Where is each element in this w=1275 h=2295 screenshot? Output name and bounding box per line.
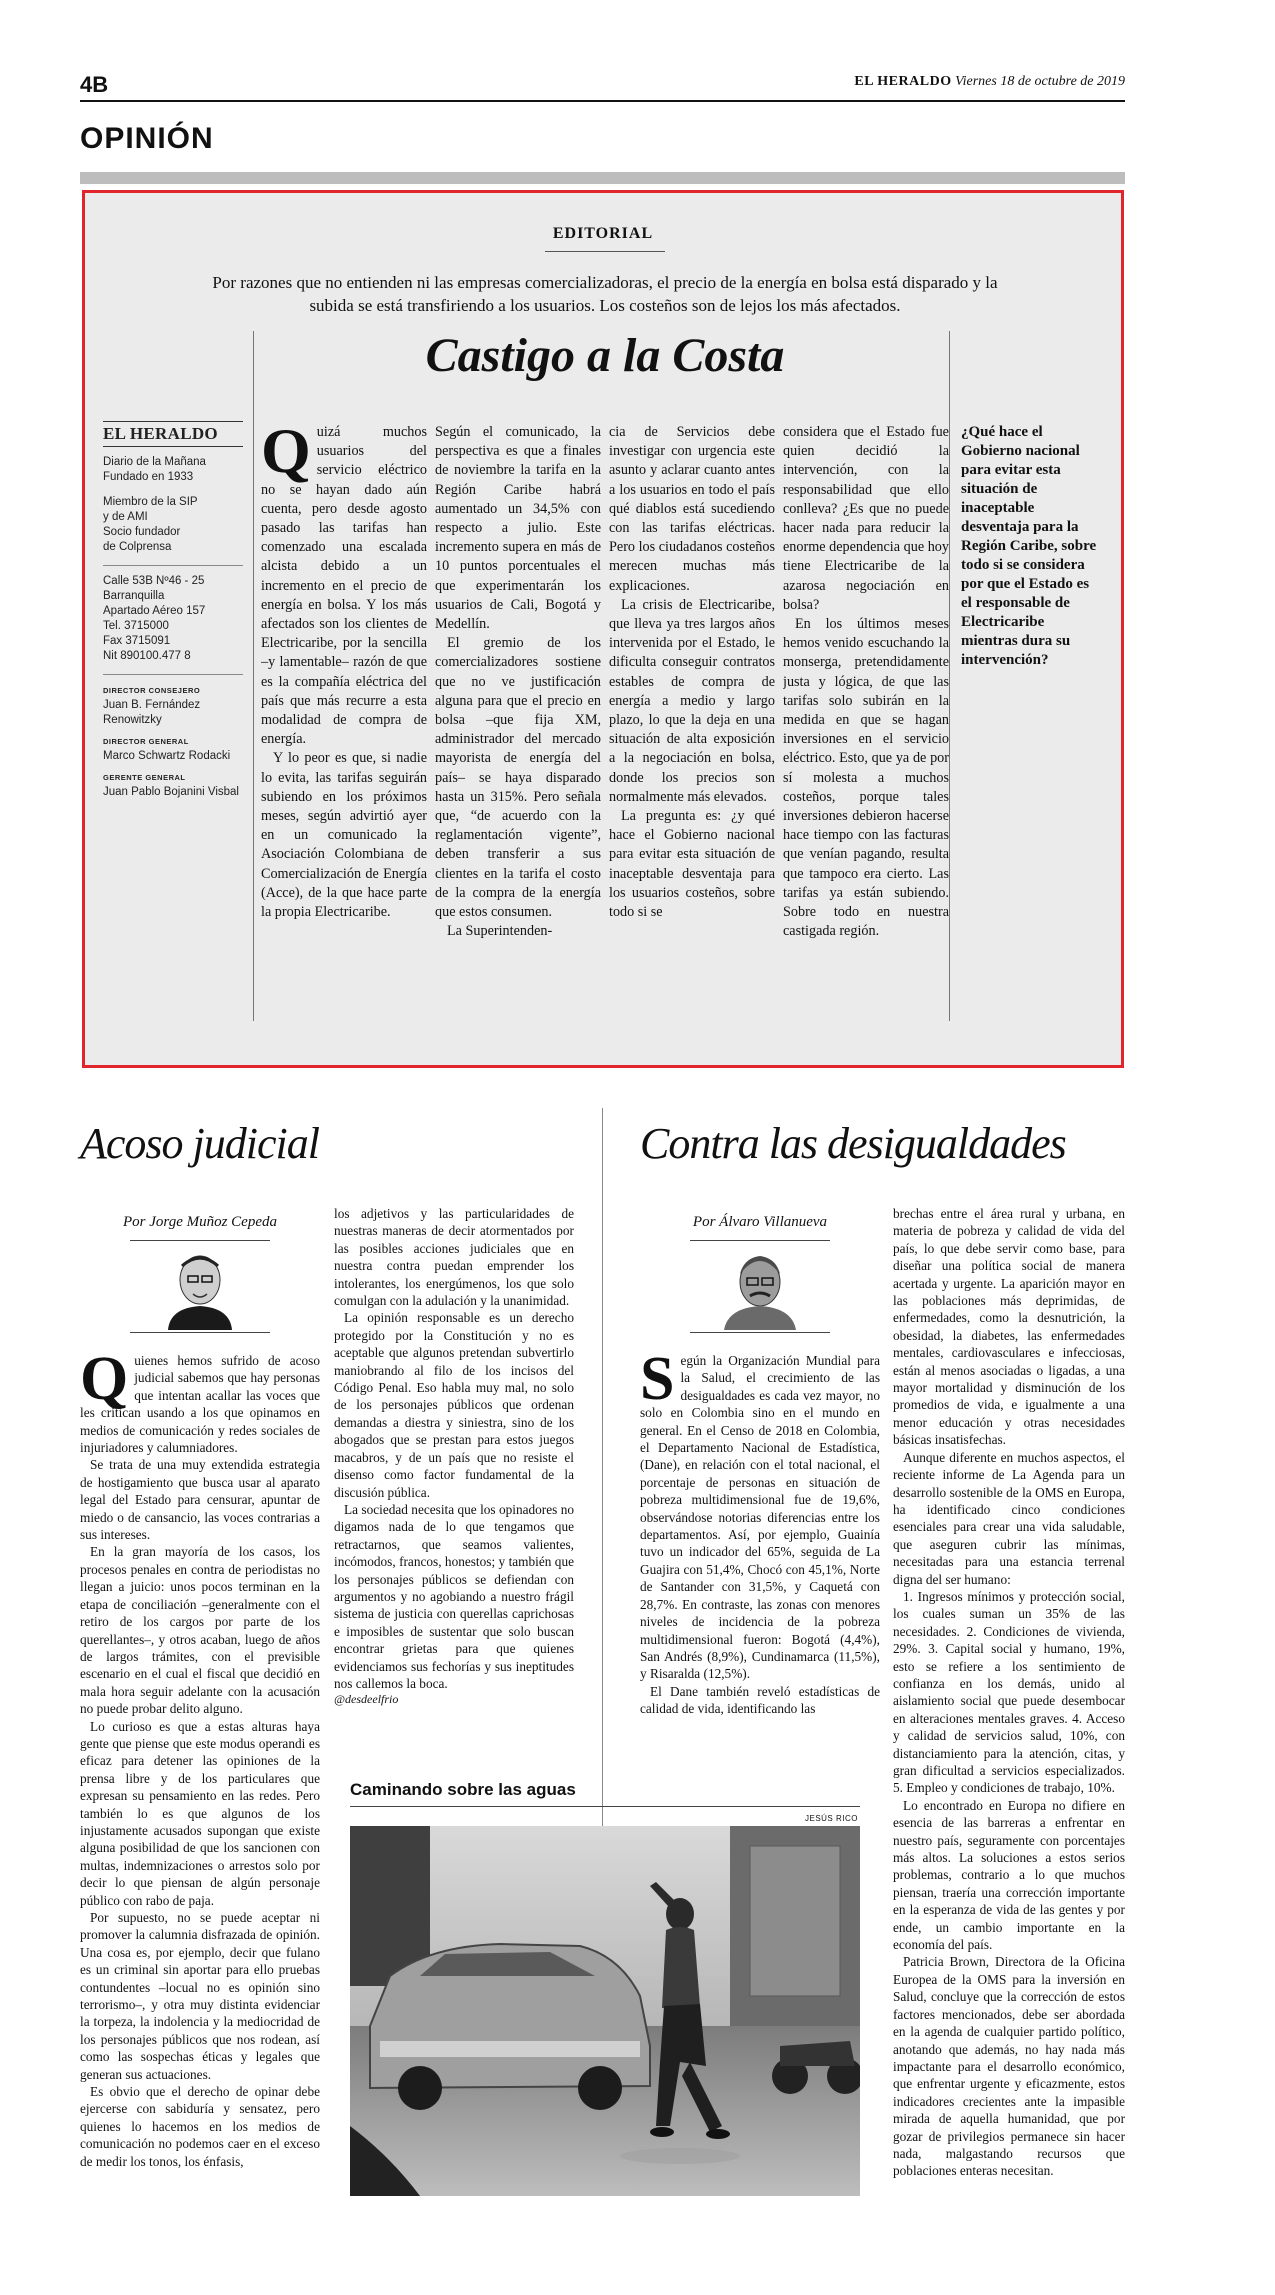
paragraph: Por supuesto, no se puede aceptar ni promover la calumnia disfrazada de opinión. Una cosa es, por ejemplo, decir que fulano es un criminal sin aportar para ello pruebas contundentes –locual no es opinión sino terrorismo–, y otra muy distinta evidenciar la torpeza, la indolencia y la mediocridad de los personajes públicos que nos rodean, así como las sospechas éticas y legales que generan sus actuaciones.	[80, 1910, 320, 2082]
article-right-column-1	[640, 1352, 880, 1772]
byline-rule	[130, 1332, 270, 1333]
article-title-right: Contra las desigualdades	[640, 1119, 1066, 1168]
paragraph: El Dane también reveló estadísticas de calidad de vida, identificando las	[640, 1683, 880, 1717]
paragraph: Aunque diferente en muchos aspectos, el reciente informe de La Agenda para un desarrollo sostenible de la OMS en Europa, ha identificado cinco condiciones esenciales para crear una vida saludable, que aseguren cubrir las mínimas, necesitadas para una estancia terrenal digna del ser humano:	[893, 1449, 1125, 1587]
paragraph: cia de Servicios debe investigar con urgencia este asunto y aclarar cuanto antes a los usuarios en todo el país qué diablos está sucediendo con las tarifas eléctricas. Pero los ciudadanos costeños merecen muchas más explicaciones.	[609, 424, 775, 594]
paragraph: Se trata de una muy extendida estrategia de hostigamiento que busca usar al aparato legal del Estado para censurar, apuntar de miedo o de cansancio, las voces contrarias a sus intereses.	[80, 1457, 320, 1543]
credits-person: Juan Pablo Bojanini Visbal	[103, 786, 239, 798]
paragraph: Es obvio que el derecho de opinar debe ejercerse con sabiduría y sensatez, pero quienes lo hacemos en los medios de comunicación no podemos caer en el exceso de medir los tonos, los énfasis,	[80, 2084, 320, 2169]
paragraph: Lo encontrado en Europa no difiere en esencia de las barreras a enfrentar en nuestro país, seguramente con porcentajes más altos. La soluciones a estos serios problemas, contrario a lo que muchos piensan, traería una corrección importante en la esperanza de vida de las gentes y por ende, un cambio importante en la economía del país.	[893, 1797, 1125, 1953]
article-title-left: Acoso judicial	[80, 1119, 319, 1168]
paragraph: En la gran mayoría de los casos, los procesos penales en contra de periodistas no llegan a juicio: unos pocos terminan en la etapa de conciliación –generalmente con el retiro de los cargos por parte de los querellantes–, y otros acaban, luego de años de largos trámites, con el previsible escenario en el cual el fiscal que decidió en mala hora seguir adelante con la acusación no puede probar delito alguno.	[80, 1544, 320, 1717]
drop-cap: Q	[261, 423, 311, 486]
drop-cap: S	[640, 1352, 675, 1413]
byline-left: Por Jorge Muñoz Cepeda	[123, 1214, 277, 1230]
paragraph: En los últimos meses hemos venido escuchando la monserga, pretendidamente justa y lógica, de que las tarifas solo subirán en la medida en que se hagan inversiones en el servicio eléctrico. Esto, que ya de por sí molesta a muchos costeños, porque tales inversiones debieron hacerse hace tiempo con las facturas que venían pagando, resulta que tampoco era cierto. Las tarifas ya están subiendo. Sobre todo en nuestra castigada región.	[783, 616, 949, 940]
credits-rule	[103, 565, 243, 566]
editorial-box	[82, 190, 1124, 1068]
credits-role: DIRECTOR GENERAL	[103, 737, 189, 746]
paragraph: 1. Ingresos mínimos y protección social, los cuales suman un 35% de las necesidades. 2. Condiciones de vivienda, 29%. 3. Capital social y humano, 19%, esto se refiere a los sentimiento de confianza en los demás, unido al aislamiento social que puede desembocar en alteraciones mentales graves. 4. Acceso y calidad de servicios salud, 10%, con distanciamiento para la atención, citas, y gran dificultad a servicios especializados. 5. Empleo y condiciones de trabajo, 10%.	[893, 1588, 1125, 1796]
paragraph: La sociedad necesita que los opinadores no digamos nada de lo que tengamos que retractarnos, que seamos valientes, incómodos, francos, honestos; y también que los personajes públicos se defiendan con argumentos y no agobiando a nuestro frágil sistema de justicia con querellas caprichosas e imposibles de sustentar que solo buscan encontrar grietas para que quienes evidenciamos sus fechorías y sus ineptitudes nos callemos la boca.	[334, 1501, 574, 1691]
credits-rule	[103, 674, 243, 675]
editorial-deck: Por razones que no entienden ni las empresas comercializadoras, el precio de la energía en bolsa está disparado y la subida se está transfiriendo a los usuarios. Los costeños son de lejos los más afectados.	[212, 273, 998, 315]
paragraph: Quizá muchos usuarios del servicio eléctrico no se hayan dado aún cuenta, pero desde agosto pasado las tarifas han comenzado una escalada alcista debido a un incremento en el precio de energía en bolsa. Y los más afectados son los clientes de Electricaribe, por la sencilla –y lamentable– razón de que es la compañía eléctrica del país que más recurre a esta modalidad de compra de energía.	[261, 423, 427, 748]
editorial-title: Castigo a la Costa	[425, 329, 785, 382]
paper-name: EL HERALDO	[854, 74, 952, 89]
paragraph: La pregunta es: ¿y qué hace el Gobierno nacional para evitar esta situación de inaceptable desventaja para los usuarios costeños, sobre todo si se	[609, 808, 775, 921]
byline-right: Por Álvaro Villanueva	[692, 1214, 828, 1230]
editorial-divider-left	[253, 331, 254, 1021]
paragraph: Y lo peor es que, si nadie lo evita, las tarifas seguirán subiendo en los próximos meses, según advirtió ayer en un comunicado la Asociación Colombiana de Comercialización de Energía (Acce), de la que hace parte la propia Electricaribe.	[261, 750, 427, 921]
header-rule	[80, 100, 1125, 102]
byline-rule	[690, 1332, 830, 1333]
editorial-label: EDITORIAL	[552, 225, 654, 242]
pull-quote: ¿Qué hace el Gobierno nacional para evitar esta situación de inaceptable desventaja para la Región Caribe, sobre todo si se considera por que el Estado es el responsable de Electricaribe mientras dura su intervención?	[961, 424, 1097, 668]
issue-date: Viernes 18 de octubre de 2019	[955, 74, 1125, 89]
paragraph: Según el comunicado, la perspectiva es que a finales de noviembre la tarifa en la Región Caribe habrá aumentado un 34,5% con respecto a julio. Este incremento supera en más de 10 puntos porcentuales el que experimentarán los usuarios de Cali, Bogotá y Medellín.	[435, 424, 601, 633]
article-right-column-2	[893, 1205, 1125, 2190]
byline-rule	[130, 1240, 270, 1241]
editorial-credits	[103, 421, 243, 800]
paragraph: Lo curioso es que a estas alturas haya gente que piense que este modus operandi es eficaz para detener las opiniones de la prensa libre y de los particulares que expresan su pensamiento en las redes. Pero también lo es que algunos de los injustamente acusados supongan que existe alguna posibilidad de que los sancionen con multas, indemnizaciones o arrestos solo por decir lo que piensan de algún personaje público con rabo de paja.	[80, 1718, 320, 1908]
editorial-divider-right	[949, 331, 950, 1021]
credits-person: Marco Schwartz Rodacki	[103, 750, 231, 762]
editorial-column-2	[435, 423, 601, 1023]
street-photo	[350, 1826, 860, 2196]
paragraph: Según la Organización Mundial para la Salud, el crecimiento de las desigualdades es cada vez mayor, no solo en Colombia sino en el mundo en general. En el Censo de 2018 en Colombia, el Departamento Nacional de Estadística, (Dane), en relación con el total nacional, el porcentaje de personas en situación de pobreza multidimensional fue de 19,6%, observándose notorias diferencias entre los departamentos. Así, por ejemplo, Guainía tuvo un indicador del 65%, seguida de La Guajira con 51,4%, Chocó con 45,1%, Norte de Santander con 31,5%, y Caquetá con 28,7%. En contraste, las zonas con menores niveles de incidencia de la pobreza multidimensional fueron: Bogotá (4,4%), San Andrés (8,9%), Cundinamarca (11,5%), y Risaralda (12,5%).	[640, 1352, 880, 1682]
paragraph: El gremio de los comercializadores sostiene que no ve justificación alguna para que el precio en bolsa –que fija XM, administrador del mercado mayorista de energía del país– se haya disparado hasta un 315%. Pero señala que, “de acuerdo con la reglamentación vigente”, deben transferir a sus clientes en la tarifa el costo de la compra de la energía que estos consumen.	[435, 635, 601, 921]
paragraph: brechas entre el área rural y urbana, en materia de pobreza y calidad de vida del país, lo que debe servir como base, para diseñar una política social de manera acertada y urgente. La aparición mayor en las poblaciones más deprimidas, de enfermedades, como la desnutrición, la obesidad, la diabetes, las enfermedades mentales, cardiovasculares e infecciosas, están al menos asociadas o ligadas, a una mayor mortalidad y disminución de los promedios de vida, e igualmente a una menor educación y otras necesidades básicas insatisfechas.	[893, 1206, 1125, 1448]
paragraph: La Superintenden-	[447, 923, 553, 940]
credits-address: Calle 53B Nº46 - 25 Barranquilla Apartado Aéreo 157 Tel. 3715000 Fax 3715091 Nit 890100.477 8	[103, 575, 206, 662]
section-bar	[80, 172, 1125, 184]
credits-person: Juan B. Fernández Renowitzky	[103, 699, 201, 726]
paragraph: La crisis de Electricaribe, que lleva ya tres largos años intervenida por el Estado, le dificulta conseguir contratos estables de compra de energía a medio y largo plazo, lo que la deja en una situación de alta exposición a la negociación en bolsa, donde los precios son normalmente más elevados.	[609, 596, 775, 805]
byline-rule	[690, 1240, 830, 1241]
paragraph: considera que el Estado fue quien decidió la intervención, con la responsabilidad que ello conlleva? ¿Es que no puede hacer nada para reducir la enorme dependencia que hoy tiene Electricaribe de la azarosa negociación en bolsa?	[783, 424, 949, 613]
photo-credit: JESÚS RICO	[804, 1814, 858, 1823]
editorial-column-1	[261, 423, 427, 1023]
photo-title: Caminando sobre las aguas	[350, 1780, 576, 1799]
author-handle: @desdeelfrio	[334, 1692, 399, 1707]
page-number: 4B	[80, 72, 109, 97]
credits-membership: Miembro de la SIP y de AMI Socio fundador de Colprensa	[103, 496, 198, 553]
article-left-column-1	[80, 1352, 320, 2187]
paragraph: Quienes hemos sufrido de acoso judicial sabemos que hay personas que intentan acallar las voces que les critican usando a los que opinamos en medios de comunicación y redes sociales de injuriadores y calumniadores.	[80, 1352, 320, 1456]
paragraph: los adjetivos y las particularidades de nuestras maneras de decir atormentados por las posibles acciones judiciales que en nuestra contra puedan emprender los intolerantes, los energúmenos, los que solo comulgan con la adulación y la unanimidad.	[334, 1206, 574, 1309]
author-portrait-left	[160, 1244, 240, 1330]
masthead	[854, 74, 1125, 90]
credits-role: DIRECTOR CONSEJERO	[103, 686, 201, 695]
editorial-label-rule	[545, 251, 665, 252]
credits-founding: Diario de la Mañana Fundado en 1933	[103, 456, 206, 483]
paragraph: La opinión responsable es un derecho protegido por la Constitución y no es aceptable que algunos pretendan subvertirlo maniobrando al filo de los incisos del Código Penal. Eso habla muy mal, no solo de los personajes públicos que ordenan demandas a diestra y siniestra, sino de los abogados que se prestan para estos juegos macabros, y de un país que no resiste el disenso como factor fundamental de la discusión pública.	[334, 1310, 574, 1500]
article-left-column-2	[334, 1205, 574, 1755]
drop-cap: Q	[80, 1352, 129, 1413]
credits-role: GERENTE GENERAL	[103, 773, 186, 782]
paragraph: Patricia Brown, Directora de la Oficina Europea de la OMS para la inversión en Salud, concluye que la corrección de estos factores mencionados, debe ser abordada en la agenda de cualquier partido político, anotando que además, no hay nada más impactante para el desarrollo económico, que enfrentar urgente y eficazmente, estos indicadores crecientes ante la impasible mirada de aquella humanidad, que por gozar de privilegios permanece sin hacer nada, malgastando recursos que poblaciones enteras necesitan.	[893, 1954, 1125, 2179]
photo-rule	[350, 1806, 860, 1807]
editorial-column-4	[783, 423, 949, 1023]
editorial-column-3	[609, 423, 775, 1023]
newspaper-logo: EL HERALDO	[103, 421, 243, 447]
section-title: OPINIÓN	[80, 122, 214, 155]
author-portrait-right	[718, 1244, 802, 1330]
